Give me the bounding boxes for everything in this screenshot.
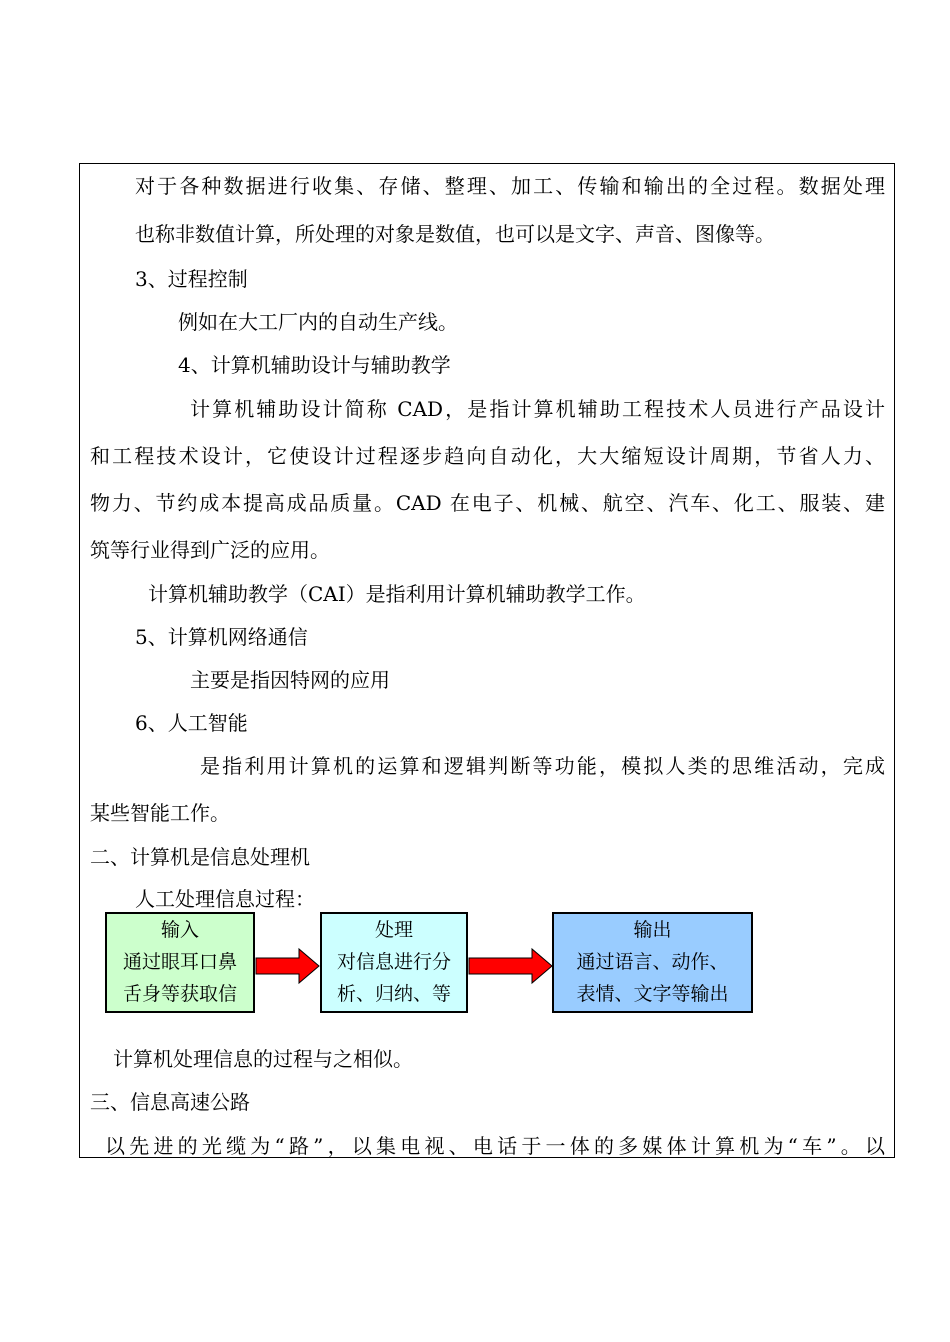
right-arrow-icon	[255, 947, 321, 985]
paragraph-line: 对于各种数据进行收集、存储、整理、加工、传输和输出的全过程。数据处理	[135, 174, 885, 198]
right-arrow-icon	[468, 947, 554, 985]
heading-process-control: 3、过程控制	[135, 267, 248, 291]
process-box-title: 处理	[374, 919, 413, 941]
process-box-text: 对信息进行分	[336, 951, 451, 973]
output-box-text: 表情、文字等输出	[576, 983, 729, 1005]
paragraph-line: 以先进的光缆为“路”，以集电视、电话于一体的多媒体计算机为“车”。以	[105, 1134, 885, 1158]
heading-ai: 6、人工智能	[135, 711, 248, 735]
paragraph-line: 物力、节约成本提高成品质量。CAD 在电子、机械、航空、汽车、化工、服装、建	[90, 491, 885, 515]
paragraph-line: 某些智能工作。	[90, 801, 230, 825]
input-box-text: 通过眼耳口鼻	[122, 951, 237, 973]
output-box-text: 通过语言、动作、	[576, 951, 729, 973]
process-box	[320, 912, 468, 1013]
heading-network: 5、计算机网络通信	[135, 625, 308, 649]
output-box-title: 输出	[633, 919, 672, 941]
process-box-text: 析、归纳、等	[336, 983, 451, 1005]
paragraph-line: 人工处理信息过程：	[135, 887, 315, 911]
input-box-text: 舌身等获取信	[122, 983, 237, 1005]
input-box-title: 输入	[160, 919, 199, 941]
paragraph-line: 主要是指因特网的应用	[190, 668, 390, 692]
paragraph-line: 计算机处理信息的过程与之相似。	[113, 1047, 413, 1071]
paragraph-line: 例如在大工厂内的自动生产线。	[178, 310, 458, 334]
output-box	[552, 912, 753, 1013]
paragraph-line: 是指利用计算机的运算和逻辑判断等功能，模拟人类的思维活动，完成	[200, 754, 885, 778]
section-heading-3: 三、信息高速公路	[90, 1090, 250, 1114]
paragraph-line: 计算机辅助教学（CAI）是指利用计算机辅助教学工作。	[148, 582, 646, 606]
paragraph-line: 和工程技术设计，它使设计过程逐步趋向自动化，大大缩短设计周期，节省人力、	[90, 444, 885, 468]
paragraph-line: 也称非数值计算，所处理的对象是数值，也可以是文字、声音、图像等。	[135, 222, 775, 246]
heading-cad-cai: 4、计算机辅助设计与辅助教学	[178, 353, 451, 377]
section-heading-2: 二、计算机是信息处理机	[90, 845, 310, 869]
paragraph-line: 计算机辅助设计简称 CAD，是指计算机辅助工程技术人员进行产品设计	[190, 397, 885, 421]
input-box	[105, 912, 255, 1013]
paragraph-line: 筑等行业得到广泛的应用。	[90, 538, 330, 562]
